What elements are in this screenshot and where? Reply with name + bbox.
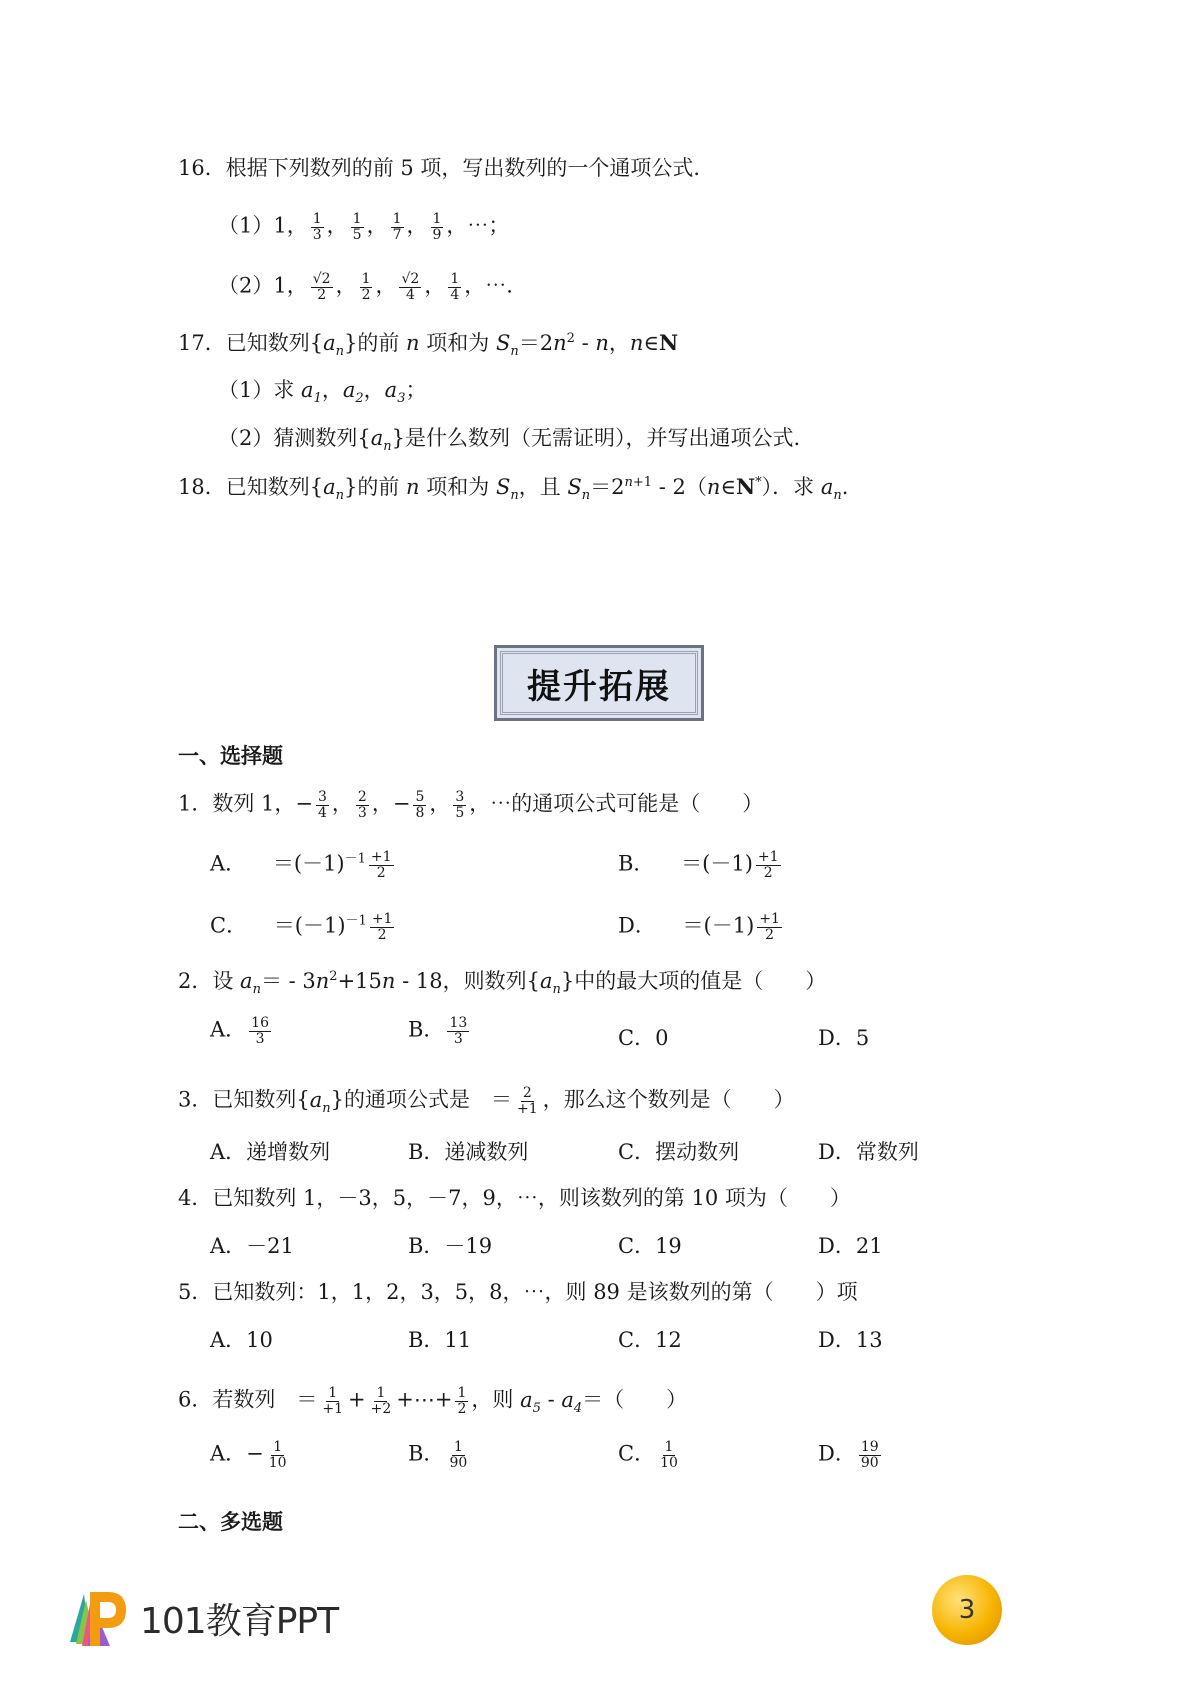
frac: $\frac{2}{3}$ [357, 789, 367, 821]
mc6-stem: 6．若数列 ＝ $\frac{1}{+1}$ + $\frac{1}{+2}$ +⋯+ $\frac{1}{2}$ ，则 $a_5 - a_4=$（ ） [178, 1385, 688, 1417]
section-heading-choice: 一、选择题 [178, 743, 283, 768]
section-title: 提升拓展 [527, 666, 671, 707]
page-number-badge [932, 1575, 1002, 1645]
frac: $\frac{+1}{2}$ [757, 849, 779, 881]
frac: $\frac{+1}{2}$ [759, 911, 780, 943]
q17-stem: 17．已知数列$\{a_n\}$的前 n 项和为 $S_n=2n^2 - n$，n∈N [178, 330, 679, 360]
q16-part2: （2）1， $\frac{√2}{2}$ ， $\frac{1}{2}$ ， $\frac{√2}{4}$ ， $\frac{1}{4}$ ，⋯. [218, 271, 513, 303]
mc5-stem: 5．已知数列：1，1，2，3，5，8，⋯，则 89 是该数列的第（ ）项 [178, 1280, 858, 1304]
mc4-option-c: C．19 [618, 1234, 682, 1258]
frac: $\frac{1}{7}$ [392, 211, 402, 243]
q16-part1: （1）1， $\frac{1}{3}$ ， $\frac{1}{5}$ ， $\frac{1}{7}$ ， $\frac{1}{9}$ ，⋯； [218, 211, 510, 243]
mc6-option-d: D． $\frac{19}{90}$ [818, 1439, 879, 1471]
mc1-option-b: B． ＝(－1) $\frac{+1}{2}$ [618, 849, 779, 881]
mc3-option-c: C．摆动数列 [618, 1140, 740, 1164]
mc5-option-b: B．11 [408, 1328, 472, 1352]
mc2-option-d: D．5 [818, 1026, 870, 1050]
mc1-stem: 1．数列 1，− $\frac{3}{4}$ ， $\frac{2}{3}$ ，− $\frac{5}{8}$ ， $\frac{3}{5}$ ，⋯的通项公式可能是（ ） [178, 789, 764, 821]
frac: $\frac{√2}{4}$ [401, 271, 420, 303]
q18-stem: 18．已知数列$\{a_n\}$的前 n 项和为 $S_n$，且 $S_n=2^{n+1}$ - 2（n∈N*）．求 $a_n$. [178, 474, 849, 504]
frac: $\frac{19}{90}$ [860, 1439, 879, 1471]
brand-logo [60, 1582, 338, 1654]
mc1-option-d: D． ＝(－1) $\frac{+1}{2}$ [618, 911, 780, 943]
frac: $\frac{1}{90}$ [449, 1439, 468, 1471]
frac: $\frac{1}{10}$ [660, 1439, 678, 1471]
mc6-option-c: C． $\frac{1}{10}$ [618, 1439, 678, 1471]
frac: $\frac{1}{10}$ [268, 1439, 287, 1471]
page-number: 3 [958, 1595, 976, 1625]
mc3-option-b: B．递减数列 [408, 1140, 529, 1164]
frac: $\frac{+1}{2}$ [370, 849, 392, 881]
section-heading-multi: 二、多选题 [178, 1509, 283, 1534]
mc3-option-d: D．常数列 [818, 1140, 919, 1164]
frac: $\frac{1}{+2}$ [370, 1385, 392, 1417]
mc4-option-d: D．21 [818, 1234, 883, 1258]
frac: $\frac{1}{4}$ [450, 271, 460, 303]
mc2-option-b: B． $\frac{13}{3}$ [408, 1015, 468, 1047]
frac: $\frac{1}{9}$ [432, 211, 442, 243]
frac: $\frac{+1}{2}$ [371, 911, 393, 943]
frac: $\frac{5}{8}$ [415, 789, 425, 821]
frac: $\frac{2}{+1}$ [517, 1085, 538, 1117]
mc4-stem: 4．已知数列 1，－3，5，－7，9，⋯，则该数列的第 10 项为（ ） [178, 1186, 851, 1210]
frac: $\frac{1}{5}$ [352, 211, 362, 243]
q17-part2: （2）猜测数列$\{a_n\}$是什么数列（无需证明），并写出通项公式. [218, 426, 801, 455]
mc3-option-a: A．递增数列 [210, 1140, 331, 1164]
frac: $\frac{3}{4}$ [318, 789, 327, 821]
mc2-option-a: A． $\frac{16}{3}$ [210, 1015, 269, 1047]
mc6-option-a: A．− $\frac{1}{10}$ [210, 1439, 287, 1471]
section-title-box [494, 645, 704, 721]
frac: $\frac{1}{+1}$ [322, 1385, 344, 1417]
mc4-option-b: B．－19 [408, 1234, 493, 1258]
frac: $\frac{1}{3}$ [312, 211, 322, 243]
logo-p-icon [60, 1582, 132, 1654]
mc5-option-a: A．10 [210, 1328, 273, 1352]
mc5-option-d: D．13 [818, 1328, 883, 1352]
mc3-stem: 3．已知数列$\{a_n\}$的通项公式是 ＝ $\frac{2}{+1}$ ，那么这个数列是（ ） [178, 1085, 795, 1117]
mc2-option-c: C．0 [618, 1026, 669, 1050]
frac: $\frac{√2}{2}$ [312, 271, 331, 303]
mc4-option-a: A．－21 [210, 1234, 294, 1258]
frac: $\frac{1}{2}$ [457, 1385, 467, 1417]
frac: $\frac{1}{2}$ [361, 271, 371, 303]
frac: $\frac{3}{5}$ [455, 789, 465, 821]
frac: $\frac{16}{3}$ [251, 1015, 269, 1047]
q16-stem: 16．根据下列数列的前 5 项，写出数列的一个通项公式． [178, 156, 715, 180]
mc1-option-c: C． $=(-1)^{-1}$ $\frac{+1}{2}$ [210, 911, 393, 943]
mc6-option-b: B． $\frac{1}{90}$ [408, 1439, 468, 1471]
mc5-option-c: C．12 [618, 1328, 682, 1352]
q17-part1: （1）求 $a_1$，$a_2$，$a_3$； [218, 378, 427, 407]
mc2-stem: 2．设 $a_n= - 3n^2+15n - 18$，则数列$\{a_n\}$中的最大项的值是（ ） [178, 969, 827, 998]
mc1-option-a: A． $=(-1)^{-1}$ $\frac{+1}{2}$ [210, 849, 392, 881]
logo-text: 101教育PPT [140, 1600, 339, 1642]
frac: $\frac{13}{3}$ [449, 1015, 468, 1047]
